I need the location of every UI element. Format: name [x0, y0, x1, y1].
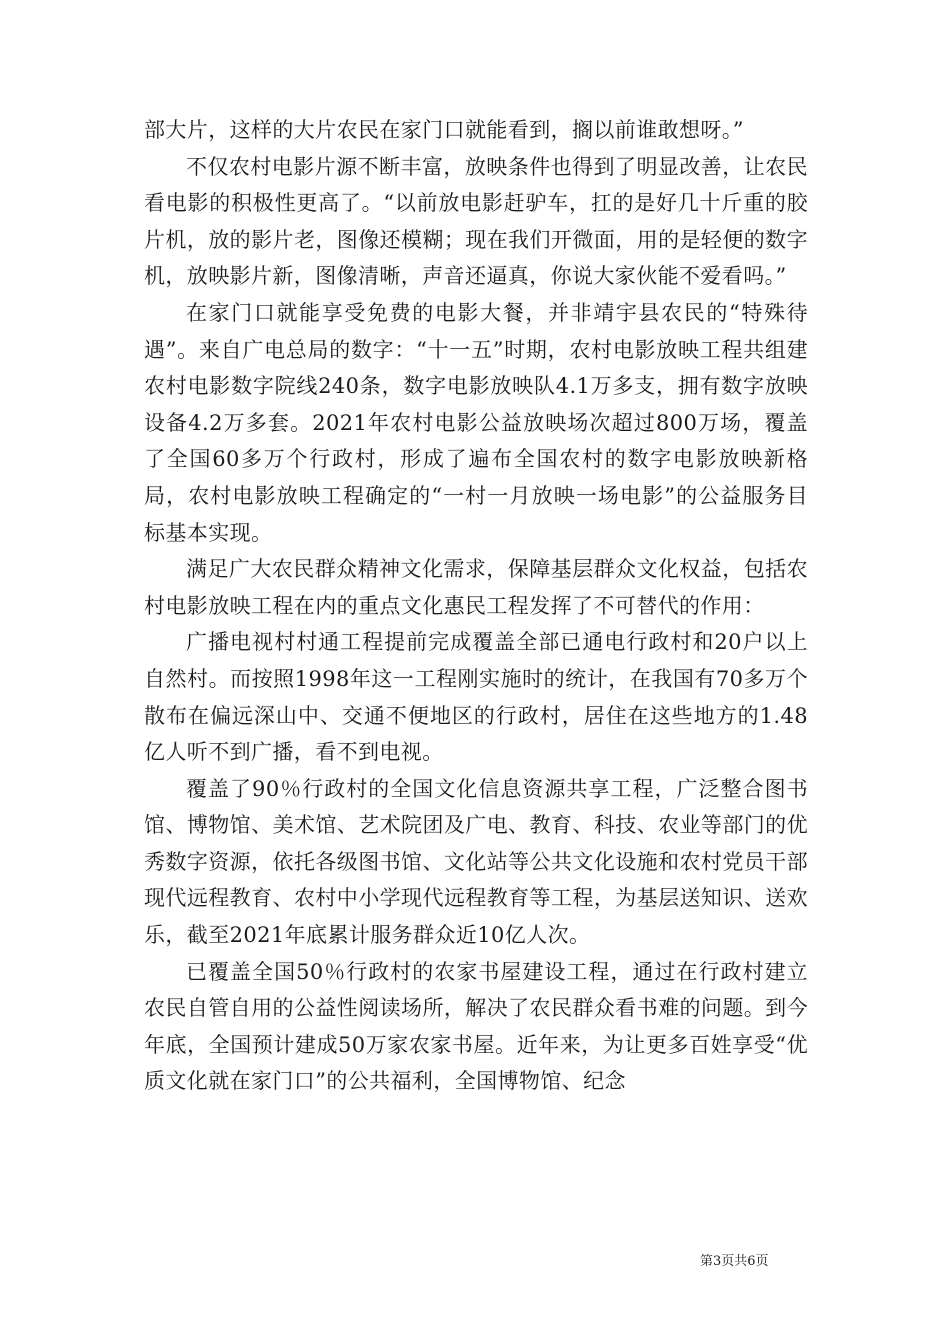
paragraph-2: 不仅农村电影片源不断丰富，放映条件也得到了明显改善，让农民看电影的积极性更高了。“以前放电影赶驴车，扛的是好几十斤重的胶片机，放的影片老，图像还模糊；现在我们开微面，用的是轻便的数字机，放映影片新，图像清晰，声音还逼真，你说大家伙能不爱看吗。”: [144, 154, 808, 289]
paragraph-3: 在家门口就能享受免费的电影大餐，并非靖宇县农民的“特殊待遇”。来自广电总局的数字：“十一五”时期，农村电影放映工程共组建农村电影数字院线240条，数字电影放映队4.1万多支，拥有数字放映设备4.2万多套。2021年农村电影公益放映场次超过800万场，覆盖了全国60多万个行政村，形成了遍布全国农村的数字电影放映新格局，农村电影放映工程确定的“一村一月放映一场电影”的公益服务目标基本实现。: [144, 300, 808, 545]
paragraph-4: 满足广大农民群众精神文化需求，保障基层群众文化权益，包括农村电影放映工程在内的重点文化惠民工程发挥了不可替代的作用：: [144, 557, 808, 618]
paragraph-6: 覆盖了90％行政村的全国文化信息资源共享工程，广泛整合图书馆、博物馆、美术馆、艺术院团及广电、教育、科技、农业等部门的优秀数字资源，依托各级图书馆、文化站等公共文化设施和农村党员干部现代远程教育、农村中小学现代远程教育等工程，为基层送知识、送欢乐，截至2021年底累计服务群众近10亿人次。: [144, 776, 808, 948]
paragraph-5: 广播电视村村通工程提前完成覆盖全部已通电行政村和20户以上自然村。而按照1998年这一工程刚实施时的统计，在我国有70多万个散布在偏远深山中、交通不便地区的行政村，居住在这些地方的1.48亿人听不到广播，看不到电视。: [144, 630, 808, 765]
page-number-footer: 第3页共6页: [700, 1254, 769, 1269]
paragraph-1: 部大片，这样的大片农民在家门口就能看到，搁以前谁敢想呀。”: [144, 118, 744, 142]
document-body: [144, 112, 808, 1100]
paragraph-7: 已覆盖全国50％行政村的农家书屋建设工程，通过在行政村建立农民自管自用的公益性阅读场所，解决了农民群众看书难的问题。到今年底，全国预计建成50万家农家书屋。近年来，为让更多百姓享受“优质文化就在家门口”的公共福利，全国博物馆、纪念: [144, 959, 808, 1094]
